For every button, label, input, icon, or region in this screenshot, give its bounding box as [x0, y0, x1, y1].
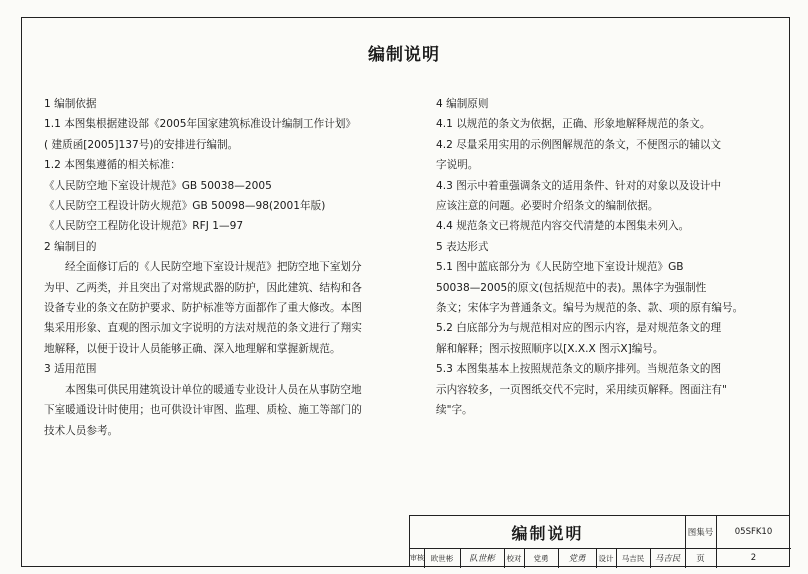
paragraph-line: 4.1 以规范的条文为依据，正确、形象地解释规范的条文。 [436, 118, 711, 131]
paragraph-line: 应该注意的问题。必要时介绍条文的编制依据。 [436, 200, 659, 213]
paragraph-line: 本图集可供民用建筑设计单位的暖通专业设计人员在从事防空地 [65, 383, 362, 396]
paragraph-line: 经全面修订后的《人民防空地下室设计规范》把防空地下室划分 [65, 261, 362, 274]
paragraph-line: 续"字。 [436, 404, 473, 417]
atlas-number: 05SFK10 [734, 527, 773, 537]
paragraph-line: 《人民防空工程设计防火规范》GB 50098—98(2001年版) [44, 200, 326, 213]
paragraph-line: 《人民防空地下室设计规范》GB 50038—2005 [44, 179, 272, 192]
title-block-divider [460, 548, 461, 568]
page-number: 2 [750, 553, 757, 563]
title-block-divider [524, 548, 525, 568]
paragraph-line: 50038—2005的原文(包括规范中的表)。黑体字为强制性 [436, 281, 707, 294]
designer-name: 马吉民 [621, 553, 645, 563]
paragraph-line: 3 适用范围 [44, 363, 97, 376]
page-title: 编制说明 [368, 45, 440, 65]
title-block-title: 编制说明 [511, 523, 584, 543]
atlas-number-label: 图集号 [687, 528, 714, 538]
paragraph-line: 5.1 图中蓝底部分为《人民防空地下室设计规范》GB [436, 261, 684, 274]
right-column [436, 94, 776, 421]
title-block-divider [410, 548, 791, 549]
title-block-divider [558, 548, 559, 568]
title-block-divider [616, 548, 617, 568]
title-block [409, 515, 790, 567]
check-label: 校对 [506, 553, 522, 563]
paragraph-line: 为甲、乙两类，并且突出了对常规武器的防护，因此建筑、结构和各 [44, 281, 362, 294]
reviewer-name: 欧世彬 [430, 553, 454, 563]
paragraph-line: 4.2 尽量采用实用的示例图解规范的条文，不便图示的辅以文 [436, 138, 722, 151]
paragraph-line: 字说明。 [436, 159, 479, 172]
title-block-divider [716, 516, 717, 568]
paragraph-line: 5.3 本图集基本上按照规范条文的顺序排列。当规范条文的图 [436, 363, 722, 376]
paragraph-line: 1.1 本图集根据建设部《2005年国家建筑标准设计编制工作计划》 [44, 118, 357, 131]
paragraph-line: 下室暖通设计时使用；也可供设计审图、监理、质检、施工等部门的 [44, 404, 362, 417]
paragraph-line: 技术人员参考。 [44, 424, 119, 437]
paragraph-line: 集采用形象、直观的图示加文字说明的方法对规范的条文进行了翔实 [44, 322, 362, 335]
paragraph-line: 地解释，以便于设计人员能够正确、深入地理解和掌握新规范。 [44, 342, 341, 355]
paragraph-line: 条文；宋体字为普通条文。编号为规范的条、款、项的原有编号。 [436, 302, 744, 315]
title-block-divider [504, 548, 505, 568]
title-block-divider [650, 548, 651, 568]
left-column [44, 94, 410, 441]
review-label: 审核 [410, 554, 424, 562]
paragraph-line: 1 编制依据 [44, 98, 97, 110]
reviewer-signature: 队世彬 [469, 554, 495, 564]
title-block-divider [424, 548, 425, 568]
designer-signature: 马吉民 [654, 554, 681, 564]
paragraph-line: 示内容较多，一页图纸交代不完时，采用续页解释。图面注有" [436, 383, 727, 396]
title-block-divider [596, 548, 597, 568]
paragraph-line: 设备专业的条文在防护要求、防护标准等方面都作了重大修改。本图 [44, 302, 362, 315]
title-block-divider [685, 516, 686, 568]
paragraph-line: 《人民防空工程防化设计规范》RFJ 1—97 [44, 220, 244, 233]
paragraph-line: 1.2 本图集遵循的相关标准： [44, 159, 181, 172]
paragraph-line: ( 建质函[2005]137号)的安排进行编制。 [44, 138, 239, 151]
page-label: 页 [696, 554, 705, 564]
paragraph-line: 4.3 图示中着重强调条文的适用条件、针对的对象以及设计中 [436, 179, 722, 192]
paragraph-line: 5 表达形式 [436, 240, 489, 253]
paragraph-line: 2 编制目的 [44, 240, 97, 253]
checker-signature: 党勇 [568, 554, 586, 564]
design-label: 设计 [598, 553, 614, 563]
checker-name: 党勇 [533, 553, 549, 563]
paragraph-line: 4 编制原则 [436, 98, 489, 110]
paragraph-line: 解和解释；图示按照顺序以[X.X.X 图示X]编号。 [436, 342, 664, 355]
paragraph-line: 5.2 白底部分为与规范相对应的图示内容，是对规范条文的理 [436, 322, 722, 335]
paragraph-line: 4.4 规范条文已将规范内容交代清楚的本图集未列入。 [436, 220, 690, 233]
